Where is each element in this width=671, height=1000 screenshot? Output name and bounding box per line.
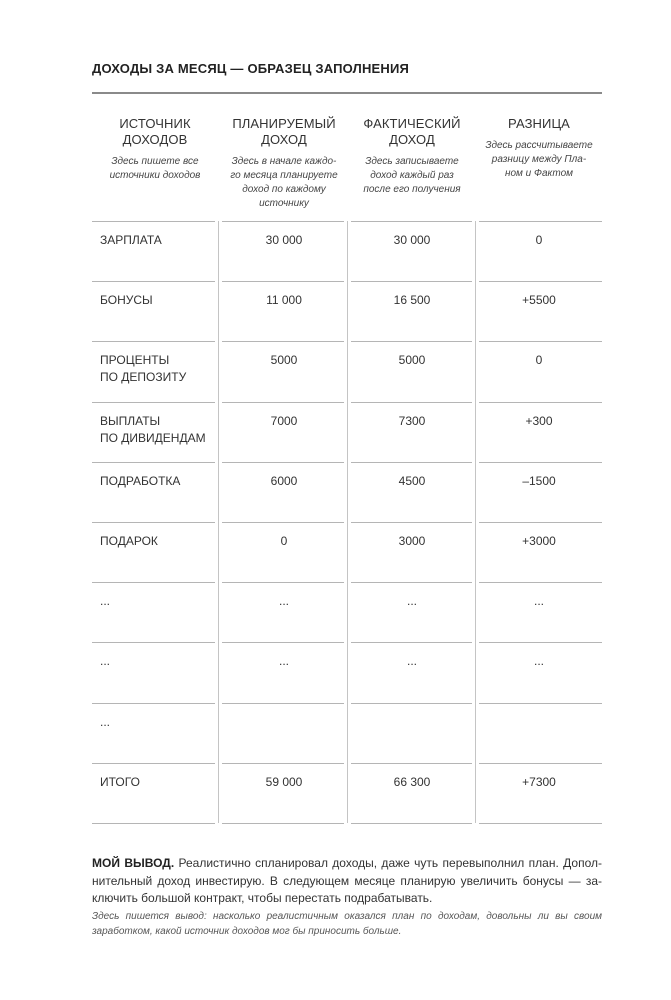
income-source: ПРОЦЕНТЫ ПО ДЕПОЗИТУ <box>100 353 187 384</box>
conclusion-note: Здесь пишется вывод: насколько реалистичным оказался план по доходам, довольны ли вы своим заработком, какой источник доходов мог бы приносить больше. <box>92 911 602 937</box>
row-divider <box>351 522 472 523</box>
row-divider <box>351 221 472 222</box>
title-divider <box>92 92 602 94</box>
row-divider <box>479 462 602 463</box>
row-divider <box>92 281 215 282</box>
column-divider <box>347 221 348 823</box>
row-divider <box>351 341 472 342</box>
fact-value: ... <box>406 594 417 608</box>
plan-value: 11 000 <box>266 293 302 307</box>
plan-value: 5000 <box>270 353 298 367</box>
row-divider <box>222 763 344 764</box>
fact-value: 7300 <box>398 414 426 428</box>
plan-value: 59 000 <box>265 775 303 789</box>
diff-value: 0 <box>535 233 543 247</box>
plan-value: 30 000 <box>265 233 303 247</box>
row-divider <box>92 763 215 764</box>
plan-value: ... <box>278 594 289 608</box>
row-divider <box>92 522 215 523</box>
income-source: ПОДАРОК <box>100 534 158 548</box>
diff-value: +5500 <box>522 293 556 307</box>
row-divider <box>92 823 215 824</box>
fact-value: ... <box>406 654 417 668</box>
column-header-diff <box>477 116 601 181</box>
row-divider <box>351 763 472 764</box>
row-divider <box>479 823 602 824</box>
row-divider <box>92 221 215 222</box>
fact-value: 3000 <box>398 534 426 548</box>
row-divider <box>222 642 344 643</box>
row-divider <box>479 221 602 222</box>
column-note: Здесь пишете все источники доходов <box>109 156 201 181</box>
column-divider <box>218 221 219 823</box>
row-divider <box>351 582 472 583</box>
row-divider <box>92 582 215 583</box>
income-source: ПОДРАБОТКА <box>100 474 181 488</box>
row-divider <box>479 281 602 282</box>
fact-value: 4500 <box>398 474 426 488</box>
diff-value: 0 <box>535 353 543 367</box>
diff-value: ... <box>533 594 544 608</box>
column-note: Здесь рассчитываете разницу между Пла- ном и Фактом <box>485 140 593 179</box>
fact-value: 30 000 <box>393 233 431 247</box>
total-label: ИТОГО <box>100 775 140 789</box>
plan-value: 0 <box>280 534 288 548</box>
diff-value: +3000 <box>522 534 556 548</box>
row-divider <box>351 402 472 403</box>
conclusion-heading: МОЙ ВЫВОД. <box>92 856 175 870</box>
column-label: РАЗНИЦА <box>508 116 570 131</box>
row-divider <box>222 582 344 583</box>
row-divider <box>479 703 602 704</box>
column-label: ИСТОЧНИК ДОХОДОВ <box>119 116 191 147</box>
plan-value: 6000 <box>270 474 298 488</box>
row-divider <box>479 522 602 523</box>
row-divider <box>222 281 344 282</box>
row-divider <box>479 642 602 643</box>
row-divider <box>479 763 602 764</box>
row-divider <box>222 522 344 523</box>
row-divider <box>479 582 602 583</box>
plan-value: ... <box>278 654 289 668</box>
page-title: ДОХОДЫ ЗА МЕСЯЦ — ОБРАЗЕЦ ЗАПОЛНЕНИЯ <box>92 61 410 76</box>
conclusion <box>92 855 602 908</box>
row-divider <box>222 402 344 403</box>
diff-value: +7300 <box>522 775 556 789</box>
row-divider <box>351 462 472 463</box>
column-header-source <box>95 116 215 183</box>
fact-value: 66 300 <box>393 775 431 789</box>
row-divider <box>479 341 602 342</box>
income-source: ... <box>100 594 111 608</box>
row-divider <box>222 341 344 342</box>
row-divider <box>351 703 472 704</box>
column-label: ФАКТИЧЕСКИЙ ДОХОД <box>363 116 461 147</box>
income-source: БОНУСЫ <box>100 293 153 307</box>
column-divider <box>475 221 476 823</box>
column-note: Здесь в начале каждо- го месяца планируете доход по каждому источнику <box>230 156 338 209</box>
row-divider <box>92 642 215 643</box>
row-divider <box>222 221 344 222</box>
income-source: ... <box>100 654 111 668</box>
row-divider <box>479 402 602 403</box>
row-divider <box>222 703 344 704</box>
diff-value: –1500 <box>522 474 556 488</box>
column-label: ПЛАНИРУЕМЫЙ ДОХОД <box>232 116 336 147</box>
diff-value: +300 <box>525 414 553 428</box>
row-divider <box>92 462 215 463</box>
row-divider <box>92 402 215 403</box>
row-divider <box>92 703 215 704</box>
fact-value: 16 500 <box>393 293 431 307</box>
diff-value: ... <box>533 654 544 668</box>
income-source: ЗАРПЛАТА <box>100 233 162 247</box>
conclusion-text: Реалистично спланировал доходы, даже чуть перевыполнил план. Допол-нительный доход инвестирую. В следующем месяце планирую увеличить бонусы — за-ключить большой контракт, чтобы перестать подрабатывать. <box>92 856 602 905</box>
plan-value: 7000 <box>270 414 298 428</box>
income-source: ВЫПЛАТЫ ПО ДИВИДЕНДАМ <box>100 414 206 445</box>
column-header-plan <box>220 116 348 211</box>
column-header-fact <box>350 116 474 197</box>
income-source: ... <box>100 715 111 729</box>
row-divider <box>222 823 344 824</box>
column-note: Здесь записываете доход каждый раз после его получения <box>363 156 461 195</box>
row-divider <box>351 281 472 282</box>
row-divider <box>92 341 215 342</box>
row-divider <box>351 642 472 643</box>
row-divider <box>351 823 472 824</box>
row-divider <box>222 462 344 463</box>
fact-value: 5000 <box>398 353 426 367</box>
